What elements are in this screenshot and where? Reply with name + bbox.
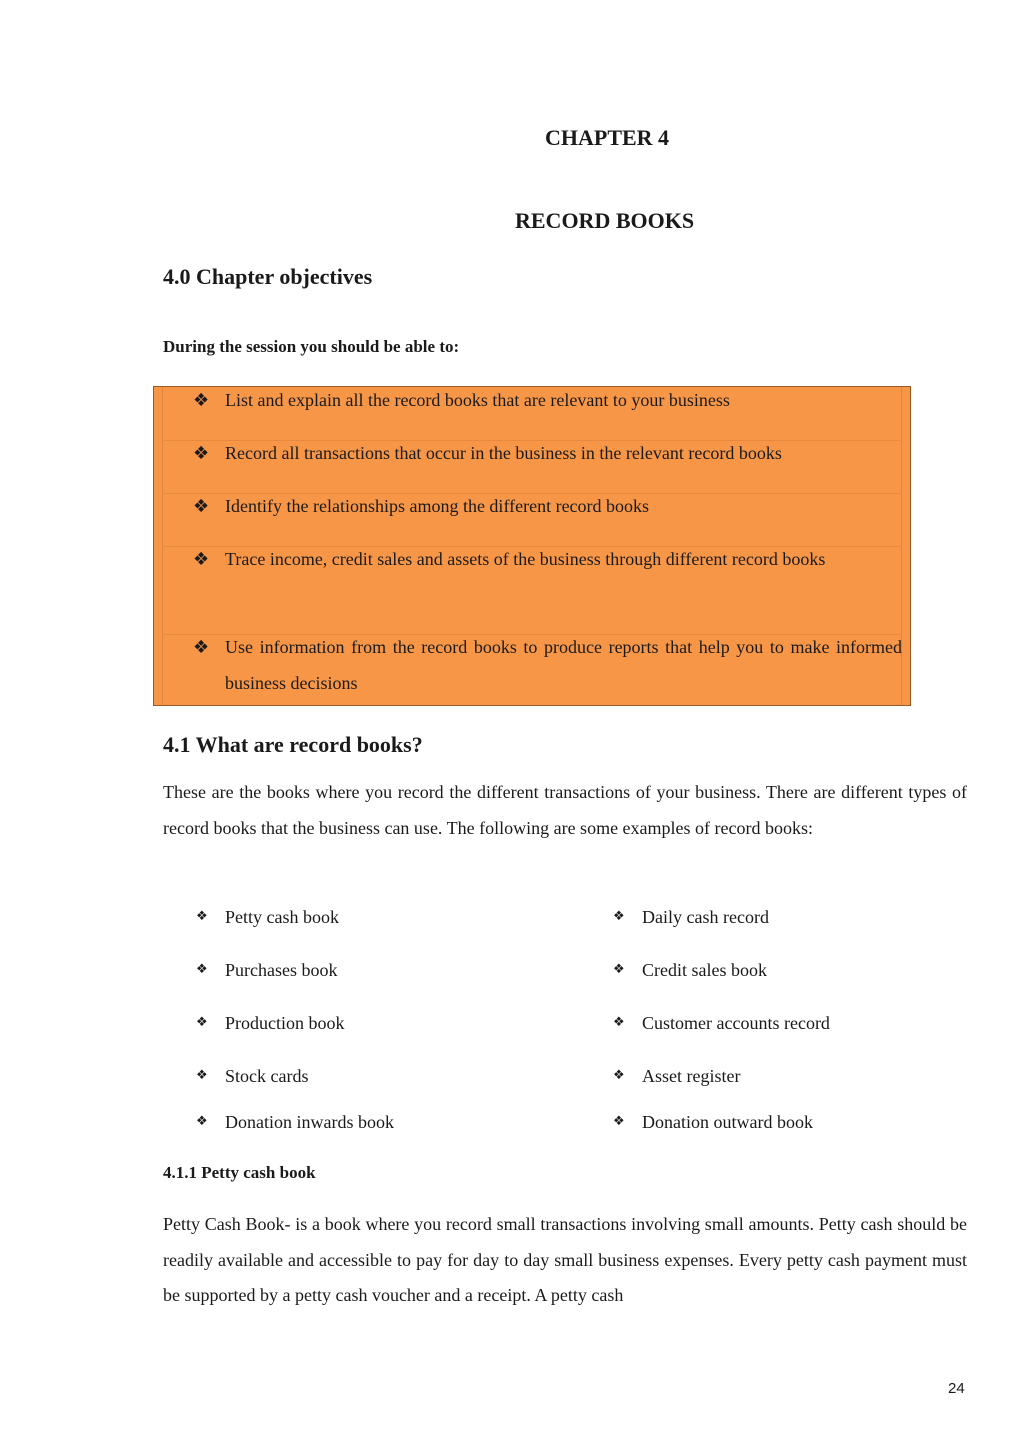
list-item: ❖ Stock cards <box>196 1066 309 1086</box>
diamond-bullet-icon: ❖ <box>613 962 625 977</box>
diamond-bullet-icon: ❖ <box>613 1114 625 1129</box>
objective-item: ❖ Use information from the record books to produce reports that help you to make informed business decisions <box>225 630 902 701</box>
list-item: ❖ Credit sales book <box>613 960 767 980</box>
list-item: ❖ Production book <box>196 1013 345 1033</box>
record-books-heading: 4.1 What are record books? <box>163 732 423 757</box>
objectives-intro: During the session you should be able to: <box>163 337 460 356</box>
diamond-bullet-icon: ❖ <box>613 909 625 924</box>
record-books-paragraph: These are the books where you record the different transactions of your business. There are different types of record books that the business can use. The following are some examples of record books: <box>163 782 967 838</box>
diamond-bullet-icon: ❖ <box>193 496 210 517</box>
objective-item: ❖ Trace income, credit sales and assets of the business through different record books <box>225 542 902 578</box>
list-item: ❖ Asset register <box>613 1066 741 1086</box>
objective-item: ❖ List and explain all the record books that are relevant to your business <box>225 383 905 419</box>
page-number: 24 <box>948 1380 965 1397</box>
petty-cash-heading: 4.1.1 Petty cash book <box>163 1163 316 1182</box>
list-item: ❖ Donation inwards book <box>196 1112 394 1132</box>
diamond-bullet-icon: ❖ <box>196 1068 208 1083</box>
list-item: ❖ Customer accounts record <box>613 1013 830 1033</box>
diamond-bullet-icon: ❖ <box>613 1015 625 1030</box>
diamond-bullet-icon: ❖ <box>193 390 210 411</box>
diamond-bullet-icon: ❖ <box>193 549 210 570</box>
objective-item: ❖ Identify the relationships among the different record books <box>225 489 905 525</box>
diamond-bullet-icon: ❖ <box>196 909 208 924</box>
chapter-title: RECORD BOOKS <box>515 208 695 233</box>
objectives-box <box>153 386 911 706</box>
petty-cash-paragraph: Petty Cash Book- is a book where you record small transactions involving small amounts. Petty cash should be readily available and accessible to pay for day to day small business expenses. Every petty cash payment must be supported by a petty cash voucher and a receipt. A petty cash <box>163 1214 967 1305</box>
diamond-bullet-icon: ❖ <box>193 443 210 464</box>
list-item: ❖ Donation outward book <box>613 1112 813 1132</box>
diamond-bullet-icon: ❖ <box>193 637 210 658</box>
objectives-heading: 4.0 Chapter objectives <box>163 264 373 289</box>
diamond-bullet-icon: ❖ <box>613 1068 625 1083</box>
list-item: ❖ Daily cash record <box>613 907 769 927</box>
list-item: ❖ Purchases book <box>196 960 338 980</box>
list-item: ❖ Petty cash book <box>196 907 339 927</box>
objective-item: ❖ Record all transactions that occur in the business in the relevant record books <box>225 436 905 472</box>
diamond-bullet-icon: ❖ <box>196 1114 208 1129</box>
chapter-label: CHAPTER 4 <box>545 125 670 150</box>
diamond-bullet-icon: ❖ <box>196 1015 208 1030</box>
diamond-bullet-icon: ❖ <box>196 962 208 977</box>
